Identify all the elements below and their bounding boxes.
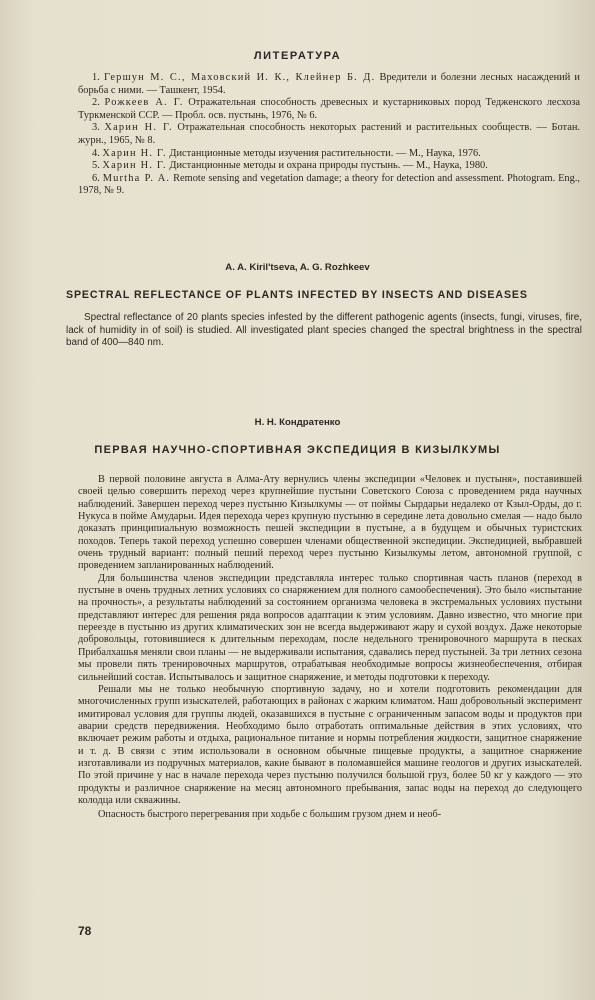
- reference-item: [78, 160, 580, 173]
- reference-list: [78, 72, 580, 198]
- english-article-authors: A. A. Kiril'tseva, A. G. Rozhkeev: [225, 262, 370, 273]
- reference-item: [78, 148, 580, 161]
- page-number: 78: [78, 924, 92, 938]
- reference-author: Харин Н. Г.: [102, 147, 167, 159]
- reference-item: [78, 72, 580, 97]
- reference-author: Murtha P. A.: [102, 172, 171, 184]
- reference-text: Отражательная способность некоторых растений и растительных сообществ. — Ботан. журн., 1965, № 8.: [78, 122, 580, 146]
- reference-author: Гершун М. С., Маховский И. К., Клейнер Б. Д.: [103, 72, 376, 83]
- reference-text: Дистанционные методы и охрана природы пустынь. — М., Наука, 1980.: [166, 160, 488, 172]
- reference-item: [78, 97, 580, 122]
- reference-item: [78, 173, 580, 198]
- russian-article-body: [78, 474, 582, 822]
- russian-article-title: ПЕРВАЯ НАУЧНО-СПОРТИВНАЯ ЭКСПЕДИЦИЯ В КИЗЫЛКУМЫ: [94, 444, 501, 456]
- english-article-abstract: Spectral reflectance of 20 plants species infested by the different pathogenic agents (insects, fungi, viruses, fire, lack of humidity in of soil) is studied. All investigated plant species changed the spectral brightness in the spectral band of 400—840 nm.: [66, 312, 582, 349]
- reference-author: Харин Н. Г.: [102, 160, 167, 172]
- reference-author: Харин Н. Г.: [104, 122, 173, 134]
- russian-article-author: Н. Н. Кондратенко: [254, 417, 341, 428]
- reference-number: 4.: [92, 147, 103, 159]
- body-paragraph: В первой половине августа в Алма-Ату вернулись члены экспедиции «Человек и пустыня», поставившей своей целью совершить переход через крупнейшие пустыни Советского Союза с проведением ряда научных наблюдений. Завершен переход через пустыню Кизылкумы — от поймы Сырдарьи недалеко от Кзыл-Орды, до г. Нукуса в пойме Амударьи. Идея перехода через крупную пустыню в середине лета довольно смелая — надо было доказать принципиальную возможность пешей экспедиции в пустыне, а в будущем и обычных туристских походов. Теперь такой переход успешно совершен членами общественной экспедиции. Экспедицией, выбравшей очень трудный вариант: полный пеший переход через пустыню Кизылкумы летом, автономной группой, с проведением запланированных наблюдений.: [78, 474, 582, 572]
- body-paragraph: Для большинства членов экспедиции представляла интерес только спортивная часть планов (переход в пустыне в очень трудных летних условиях со снаряжением для полного самообеспечения). Это было «испытание на прочность», а результаты наблюдений за состоянием организма человека в экстремальных условиях пустыни представляют интерес для решения ряда вопросов адаптации к этим условиям. Давно известно, что многие при переезде в пустыню из других климатических зон не всегда выдерживают жару и сухой воздух. Даже некоторые добровольцы, готовившиеся к длительным переходам, после недельного тренировочного маршрута в песках Прибалхашья меняли свои планы — не выдерживали испытания, сдавались перед пустыней. За три летних сезона мы провели пять тренировочных маршрутов, отрабатывая необходимые вопросы жизнеобеспечения, отбирая сильнейший состав. Испытывалось и защитное снаряжение, и методы подготовки к переходу.: [78, 572, 582, 683]
- reference-item: [78, 122, 580, 147]
- body-paragraph: Решали мы не только необычную спортивную задачу, но и хотели подготовить рекомендации для многочисленных групп изыскателей, работающих в районах с жарким климатом. Наш добровольный эксперимент имитировал условия для группы людей, оказавшихся в пустыне с ограниченным запасом воды и продуктов при аварии средств передвижения. Необходимо было отработать оптимальные действия в этих условиях, что включает режим работы и отдыха, рациональное питание и нормы потребления жидкости, защитное снаряжение и т. д. В связи с этим использовали в основном обычные пищевые продукты, а защитное снаряжение изготавливали из подручных материалов, какие бывают в поломавшейся машине геологов и других изыскателей. По этой причине у нас в начале перехода через пустыню получился большой груз, более 50 кг у каждого — это продукты и различное снаряжение на месяц автономного пребывания, запас воды на переход до следующего колодца или скважины.: [78, 683, 582, 806]
- reference-author: Рожкеев А. Г.: [104, 97, 184, 109]
- reference-number: 6.: [92, 172, 103, 184]
- reference-number: 5.: [92, 160, 103, 172]
- reference-text: Remote sensing and vegetation damage; a theory for detection and assessment. Photogram. Eng., 1978, № 9.: [78, 172, 581, 197]
- english-article-title: SPECTRAL REFLECTANCE OF PLANTS INFECTED BY INSECTS AND DISEASES: [66, 289, 528, 301]
- reference-number: 2.: [92, 97, 105, 109]
- reference-text: Вредители и болезни лесных насаждений и борьба с ними. — Ташкент, 1954.: [78, 72, 580, 96]
- literature-heading: ЛИТЕРАТУРА: [253, 50, 342, 62]
- reference-text: Отражательная способность древесных и кустарниковых пород Теджeнского лесхоза Туркменской ССР. — Пробл. осв. пустынь, 1976, № 6.: [78, 97, 580, 121]
- reference-number: 1.: [92, 72, 104, 83]
- body-paragraph: Опасность быстрого перегревания при ходьбе с большим грузом днем и необ-: [98, 809, 442, 821]
- reference-text: Дистанционные методы изучения растительности. — М., Наука, 1976.: [166, 147, 481, 159]
- reference-number: 3.: [92, 122, 105, 134]
